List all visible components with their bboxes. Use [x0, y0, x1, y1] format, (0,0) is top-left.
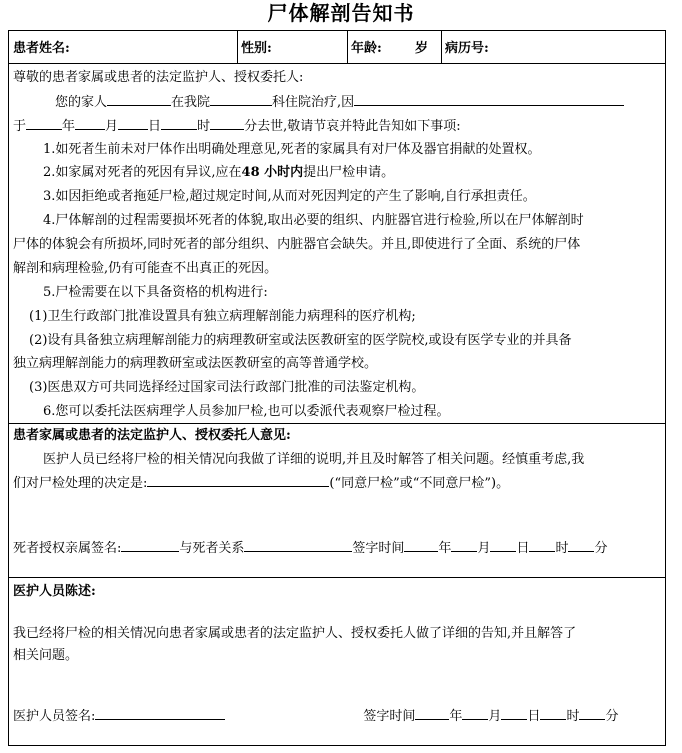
- relative-sign-hour-blank[interactable]: [529, 537, 555, 552]
- opinion-heading: 患者家属或患者的法定监护人、授权委托人意见:: [13, 428, 291, 443]
- relative-signature-line: 死者授权亲属签名: 与死者关系 签字时间 年 月 日 时 分: [13, 537, 661, 560]
- staff-sign-day-blank[interactable]: [501, 705, 527, 720]
- death-year-blank[interactable]: [26, 115, 62, 130]
- notice-item-6: 6.您可以委托法医病理学人员参加尸检,也可以委派代表观察尸检过程。: [43, 404, 450, 419]
- salutation: 尊敬的患者家属或患者的法定监护人、授权委托人:: [13, 70, 304, 85]
- cause-blank[interactable]: [354, 91, 624, 106]
- notice-item-5-3: (3)医患双方可共同选择经过国家司法行政部门批准的司法鉴定机构。: [29, 380, 425, 395]
- notice-item-2: 2.如家属对死者的死因有异议,应在48 小时内提出尸检申请。: [43, 165, 395, 180]
- notice-item-1: 1.如死者生前未对尸体作出明确处理意见,死者的家属具有对尸体及器官捐献的处置权。: [43, 142, 541, 157]
- age-unit: 岁: [415, 41, 429, 56]
- time-limit-emphasis: 48 小时内: [241, 165, 304, 180]
- opinion-text-line-2: 们对尸检处理的决定是: (“同意尸检”或“不同意尸检”)。: [13, 472, 661, 495]
- patient-name-label: 患者姓名:: [13, 41, 70, 56]
- staff-sign-year-blank[interactable]: [415, 705, 449, 720]
- notice-item-3: 3.如因拒绝或者拖延尸检,超过规定时间,从而对死因判定的产生了影响,自行承担责任。: [43, 189, 536, 204]
- family-name-blank[interactable]: [107, 91, 171, 106]
- patient-name-cell[interactable]: [9, 31, 237, 63]
- department-blank[interactable]: [210, 91, 272, 106]
- patient-info-row: [9, 31, 665, 64]
- staff-sign-hour-blank[interactable]: [540, 705, 566, 720]
- relative-signature-blank[interactable]: [121, 537, 179, 552]
- opinion-text-line-1: 医护人员已经将尸检的相关情况向我做了详细的说明,并且及时解答了相关问题。经慎重考虑,我: [43, 452, 585, 467]
- notice-item-5-1: (1)卫生行政部门批准设置具有独立病理解剖能力病理科的医疗机构;: [29, 309, 416, 324]
- death-month-blank[interactable]: [75, 115, 105, 130]
- notice-item-5: 5.尸检需要在以下具备资格的机构进行:: [43, 285, 268, 300]
- family-line: 您的家人 在我院 科住院治疗,因: [13, 91, 661, 114]
- gender-cell[interactable]: [237, 31, 347, 63]
- staff-signature-line: 医护人员签名: 签字时间 年 月 日 时 分: [13, 705, 661, 728]
- relationship-blank[interactable]: [244, 537, 352, 552]
- record-number-cell[interactable]: [441, 31, 667, 63]
- relative-sign-month-blank[interactable]: [451, 537, 477, 552]
- age-cell[interactable]: [347, 31, 441, 63]
- notice-item-4-line-2: 尸体的体貌会有所损坏,同时死者的部分组织、内脏器官会缺失。并且,即使进行了全面、系统的尸体: [13, 237, 581, 252]
- notice-item-4-line-1: 4.尸体解剖的过程需要损坏死者的体貌,取出必要的组织、内脏器官进行检验,所以在尸体解剖时: [43, 213, 584, 228]
- record-number-label: 病历号:: [445, 41, 489, 56]
- death-minute-blank[interactable]: [210, 115, 244, 130]
- staff-sign-month-blank[interactable]: [462, 705, 488, 720]
- staff-text-line-1: 我已经将尸检的相关情况向患者家属或患者的法定监护人、授权委托人做了详细的告知,并且解答了: [13, 626, 577, 641]
- staff-signature-blank[interactable]: [95, 705, 225, 720]
- death-time-line: 于 年 月 日 时 分去世,敬请节哀并特此告知如下事项:: [13, 115, 661, 138]
- age-label: 年龄:: [351, 41, 382, 56]
- document-title: 尸体解剖告知书: [267, 1, 415, 25]
- relative-sign-day-blank[interactable]: [490, 537, 516, 552]
- staff-sign-minute-blank[interactable]: [579, 705, 605, 720]
- form-frame: [8, 30, 666, 746]
- relative-sign-year-blank[interactable]: [404, 537, 438, 552]
- staff-heading: 医护人员陈述:: [13, 584, 96, 599]
- notice-item-4-line-3: 解剖和病理检验,仍有可能查不出真正的死因。: [13, 261, 278, 276]
- notice-item-5-2-line-1: (2)设有具备独立病理解剖能力的病理教研室或法医教研室的医学院校,或设有医学专业的并具备: [29, 333, 572, 348]
- death-day-blank[interactable]: [118, 115, 148, 130]
- relative-sign-minute-blank[interactable]: [568, 537, 594, 552]
- decision-blank[interactable]: [147, 472, 329, 487]
- gender-label: 性别:: [241, 41, 272, 56]
- notice-item-5-2-line-2: 独立病理解剖能力的病理教研室或法医教研室的高等普通学校。: [13, 356, 378, 371]
- staff-text-line-2: 相关问题。: [13, 648, 79, 663]
- death-hour-blank[interactable]: [161, 115, 197, 130]
